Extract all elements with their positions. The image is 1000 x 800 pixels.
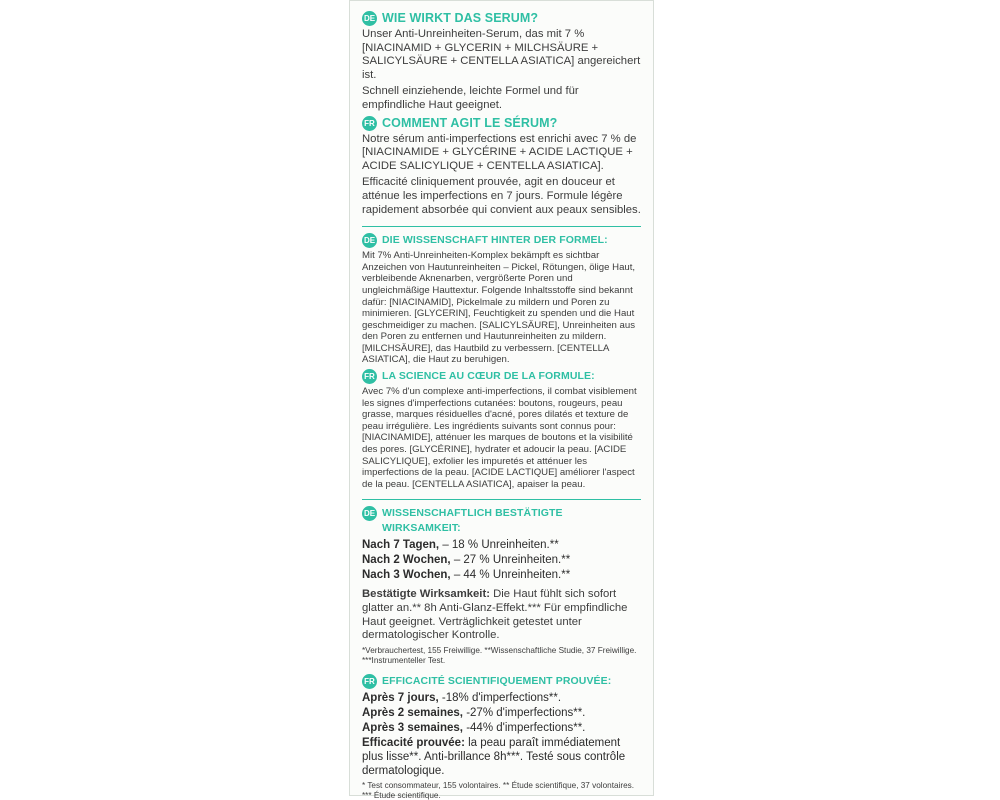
claim-item	[362, 706, 641, 720]
section-title: COMMENT AGIT LE SÉRUM?	[382, 115, 558, 130]
summary-rest: la peau paraît immédiatement plus lisse**. Anti-brillance 8h***. Testé sous contrôle dermatologique.	[362, 736, 626, 777]
product-info-panel	[349, 0, 654, 800]
section-efficacy-fr	[362, 674, 641, 800]
language-badge-fr-icon: FR	[362, 369, 377, 384]
claim-rest: -44% d'imperfections**.	[463, 721, 586, 734]
claim-lead: Nach 2 Wochen,	[362, 554, 451, 567]
paragraph: Efficacité cliniquement prouvée, agit en douceur et atténue les imperfections en 7 jours. Formule légère rapidement absorbée qui convient aux peaux sensibles.	[362, 176, 641, 216]
claim-lead: Nach 3 Wochen,	[362, 569, 451, 582]
language-badge-fr-icon: FR	[362, 674, 377, 689]
section-title: WIE WIRKT DAS SERUM?	[382, 11, 539, 25]
paragraph: Notre sérum anti-imperfections est enrichi avec 7 % de [NIACINAMIDE + GLYCÉRINE + ACIDE LACTIQUE + ACIDE SALICYLIQUE + CENTELLA ASIATICA].	[362, 132, 637, 172]
lang-heading	[362, 116, 641, 131]
claim-rest: -27% d'imperfections**.	[463, 706, 586, 719]
claim-item	[362, 691, 641, 705]
efficacy-summary	[362, 736, 641, 778]
section-how-it-works-fr	[362, 116, 641, 218]
claim-rest: -18% d'imperfections**.	[438, 691, 562, 704]
claim-lead: Après 7 jours,	[362, 691, 439, 704]
section-how-it-works-de	[362, 11, 641, 113]
claim-lead: Nach 7 Tagen,	[362, 539, 440, 552]
summary-rest: Die Haut fühlt sich sofort glatter an.** 8h Anti-Glanz-Effekt.*** Für empfindliche Haut geeignet. Verträglichkeit getestet unter dermatologischer Kontrolle.	[362, 588, 628, 642]
paragraph: Unser Anti-Unreinheiten-Serum, das mit 7 % [NIACINAMID + GLYCERIN + MILCHSÄURE + SALICYLSÄURE + CENTELLA ASIATICA] angereichert ist.	[362, 28, 641, 81]
section-science-fr	[362, 369, 641, 490]
paragraph: Avec 7% d'un complexe anti-imperfections, il combat visiblement les signes d'imperfections cutanées: boutons, rougeurs, peau grasse, marques résiduelles d'acné, pores dilatés et texture de peau irrégulière. Les ingrédients suivants sont connus pour: [NIACINAMIDE], atténuer les marques de boutons et la visibilité des pores. [GLYCÉRINE], hydrater et adoucir la peau. [ACIDE SALICYLIQUE], exfolier les impuretés et atténuer les imperfections de la peau. [ACIDE LACTIQUE] améliorer l'aspect de la peau. [CENTELLA ASIATICA], apaiser la peau.	[362, 386, 637, 490]
lang-heading	[362, 369, 641, 384]
claim-rest: – 18 % Unreinheiten.**	[439, 539, 559, 552]
divider	[362, 226, 641, 227]
claim-lead: Après 3 semaines,	[362, 721, 464, 734]
section-efficacy-de	[362, 506, 641, 665]
section-science-de	[362, 233, 641, 366]
language-badge-de-icon: DE	[362, 233, 377, 248]
section-title: DIE WISSENSCHAFT HINTER DER FORMEL:	[382, 234, 608, 247]
lang-heading	[362, 674, 641, 689]
section-title: EFFICACITÉ SCIENTIFIQUEMENT PROUVÉE:	[382, 674, 612, 687]
section-title: WISSENSCHAFTLICH BESTÄTIGTE WIRKSAMKEIT:	[382, 507, 563, 535]
efficacy-summary	[362, 588, 641, 642]
lang-heading	[362, 233, 641, 248]
footnote: *Verbrauchertest, 155 Freiwillige. **Wissenschaftliche Studie, 37 Freiwillige. ***Instrumenteller Test.	[362, 645, 637, 665]
claim-rest: – 44 % Unreinheiten.**	[450, 569, 571, 582]
summary-lead: Efficacité prouvée:	[362, 736, 465, 749]
claim-item	[362, 538, 641, 552]
language-badge-de-icon: DE	[362, 11, 377, 26]
claim-item	[362, 721, 641, 735]
footnote: * Test consommateur, 155 volontaires. ** Étude scientifique, 37 volontaires. *** Étude scientifique.	[362, 780, 635, 800]
divider	[362, 499, 641, 500]
lang-heading	[362, 11, 641, 26]
section-title: LA SCIENCE AU CŒUR DE LA FORMULE:	[382, 370, 595, 383]
paragraph: Schnell einziehende, leichte Formel und für empfindliche Haut geeignet.	[362, 85, 579, 111]
language-badge-de-icon: DE	[362, 506, 377, 521]
claim-rest: – 27 % Unreinheiten.**	[450, 554, 571, 567]
claim-item	[362, 553, 641, 567]
language-badge-fr-icon: FR	[362, 116, 377, 131]
claim-lead: Après 2 semaines,	[362, 706, 464, 719]
summary-lead: Bestätigte Wirksamkeit:	[362, 588, 490, 601]
claim-item	[362, 568, 641, 582]
lang-heading	[362, 506, 641, 536]
paragraph: Mit 7% Anti-Unreinheiten-Komplex bekämpft es sichtbar Anzeichen von Hautunreinheiten – Pickel, Rötungen, ölige Haut, verbleibende Aknenarben, vergrößerte Poren und ungleichmäßige Hauttextur. Folgende Inhaltsstoffe sind bekannt dafür: [NIACINAMID], Pickelmale zu mildern und Poren zu minimieren. [GLYCERIN], Feuchtigkeit zu spenden und die Haut geschmeidiger zu machen. [SALICYLSÄURE], Unreinheiten aus den Poren zu entfernen und Hautunreinheiten zu mildern. [MILCHSÄURE], das Hautbild zu verbessern. [CENTELLA ASIATICA], die Haut zu beruhigen.	[362, 250, 636, 366]
